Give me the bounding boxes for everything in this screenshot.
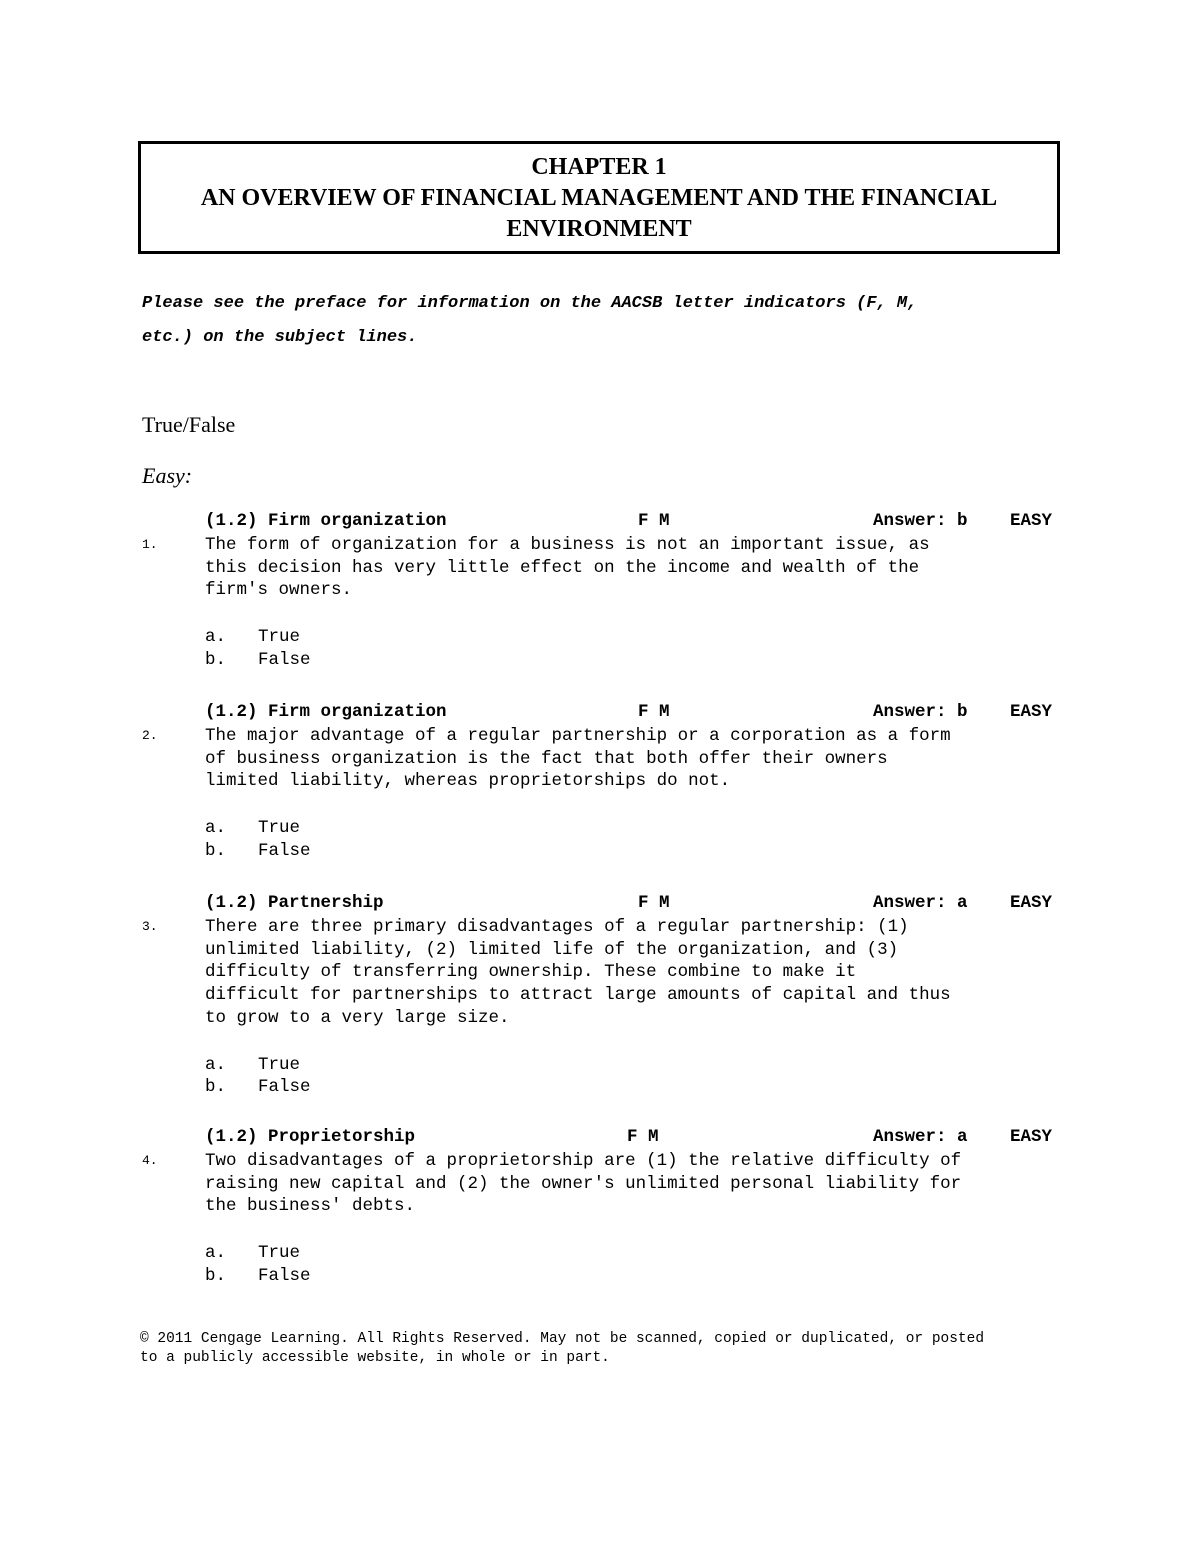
aacsb-indicator: F M bbox=[638, 702, 670, 722]
answer-key: Answer: a bbox=[873, 893, 968, 913]
option-label: False bbox=[258, 649, 311, 670]
option-label: False bbox=[258, 840, 311, 861]
chapter-title-line2: ENVIRONMENT bbox=[506, 216, 692, 242]
question-number: 3. bbox=[142, 919, 158, 934]
question-text: Two disadvantages of a proprietorship are (1) the relative difficulty of raising new capital and (2) the owner's unlimited personal liability for the business' debts. bbox=[205, 1151, 962, 1217]
answer-options bbox=[205, 626, 1200, 671]
question-number: 2. bbox=[142, 728, 158, 743]
option-letter: a. bbox=[205, 1243, 227, 1264]
answer-option bbox=[205, 1054, 1200, 1077]
difficulty-level: EASY bbox=[1010, 893, 1053, 913]
question-header bbox=[0, 1126, 1200, 1150]
question-item bbox=[0, 892, 1200, 1099]
option-letter: b. bbox=[205, 840, 227, 861]
question-header bbox=[0, 892, 1200, 916]
option-letter: b. bbox=[205, 649, 227, 670]
answer-option bbox=[205, 1076, 1200, 1099]
preface-line2: etc.) on the subject lines. bbox=[142, 328, 418, 347]
question-text: The major advantage of a regular partnership or a corporation as a form of business organization is the fact that both offer their owners limited liability, whereas proprietorships do not. bbox=[205, 726, 951, 792]
answer-option bbox=[205, 1265, 1200, 1288]
answer-key: Answer: b bbox=[873, 702, 968, 722]
question-number: 4. bbox=[142, 1153, 158, 1168]
question-item bbox=[0, 701, 1200, 863]
answer-option bbox=[205, 817, 1200, 840]
preface-line1: Please see the preface for information on the AACSB letter indicators (F, M, bbox=[142, 294, 918, 313]
question-header bbox=[0, 701, 1200, 725]
question-item bbox=[0, 510, 1200, 672]
question-body bbox=[0, 725, 1200, 793]
option-label: False bbox=[258, 1077, 311, 1098]
chapter-title-line1: AN OVERVIEW OF FINANCIAL MANAGEMENT AND THE FINANCIAL bbox=[200, 185, 998, 211]
answer-option bbox=[205, 626, 1200, 649]
preface-note bbox=[142, 287, 1062, 355]
answer-options bbox=[205, 817, 1200, 862]
question-item bbox=[0, 1126, 1200, 1288]
option-letter: b. bbox=[205, 1265, 227, 1286]
option-label: True bbox=[258, 818, 301, 839]
answer-option bbox=[205, 1242, 1200, 1265]
aacsb-indicator: F M bbox=[627, 1127, 659, 1147]
difficulty-level: EASY bbox=[1010, 511, 1053, 531]
answer-key: Answer: b bbox=[873, 511, 968, 531]
question-topic: (1.2) Proprietorship bbox=[205, 1127, 416, 1147]
aacsb-indicator: F M bbox=[638, 893, 670, 913]
copyright-line2: to a publicly accessible website, in whole or in part. bbox=[140, 1350, 610, 1366]
question-topic: (1.2) Firm organization bbox=[205, 702, 447, 722]
question-body bbox=[0, 916, 1200, 1030]
copyright-footer bbox=[140, 1330, 1070, 1368]
chapter-header-box bbox=[138, 141, 1060, 254]
option-letter: b. bbox=[205, 1077, 227, 1098]
option-letter: a. bbox=[205, 818, 227, 839]
question-text: There are three primary disadvantages of a regular partnership: (1) unlimited liability, (2) limited life of the organization, and (3) difficulty of transferring ownership. These combine to make it difficult for partnerships to attract large amounts of capital and thus to grow to a very large size. bbox=[205, 917, 951, 1028]
question-text: The form of organization for a business is not an important issue, as this decision has very little effect on the income and wealth of the firm's owners. bbox=[205, 535, 930, 601]
option-letter: a. bbox=[205, 1054, 227, 1075]
option-label: False bbox=[258, 1265, 311, 1286]
section-title: True/False bbox=[142, 412, 236, 437]
option-letter: a. bbox=[205, 627, 227, 648]
answer-key: Answer: a bbox=[873, 1127, 968, 1147]
difficulty-heading: Easy: bbox=[142, 463, 193, 488]
difficulty-level: EASY bbox=[1010, 1127, 1053, 1147]
question-topic: (1.2) Firm organization bbox=[205, 511, 447, 531]
question-number: 1. bbox=[142, 537, 158, 552]
chapter-number: CHAPTER 1 bbox=[531, 154, 667, 180]
option-label: True bbox=[258, 1243, 301, 1264]
option-label: True bbox=[258, 1054, 301, 1075]
aacsb-indicator: F M bbox=[638, 511, 670, 531]
answer-options bbox=[205, 1054, 1200, 1099]
question-body bbox=[0, 1150, 1200, 1218]
question-header bbox=[0, 510, 1200, 534]
answer-option bbox=[205, 649, 1200, 672]
option-label: True bbox=[258, 627, 301, 648]
difficulty-level: EASY bbox=[1010, 702, 1053, 722]
answer-option bbox=[205, 840, 1200, 863]
copyright-line1: © 2011 Cengage Learning. All Rights Reserved. May not be scanned, copied or duplicated, or posted bbox=[140, 1331, 985, 1347]
answer-options bbox=[205, 1242, 1200, 1287]
question-topic: (1.2) Partnership bbox=[205, 893, 384, 913]
question-body bbox=[0, 534, 1200, 602]
